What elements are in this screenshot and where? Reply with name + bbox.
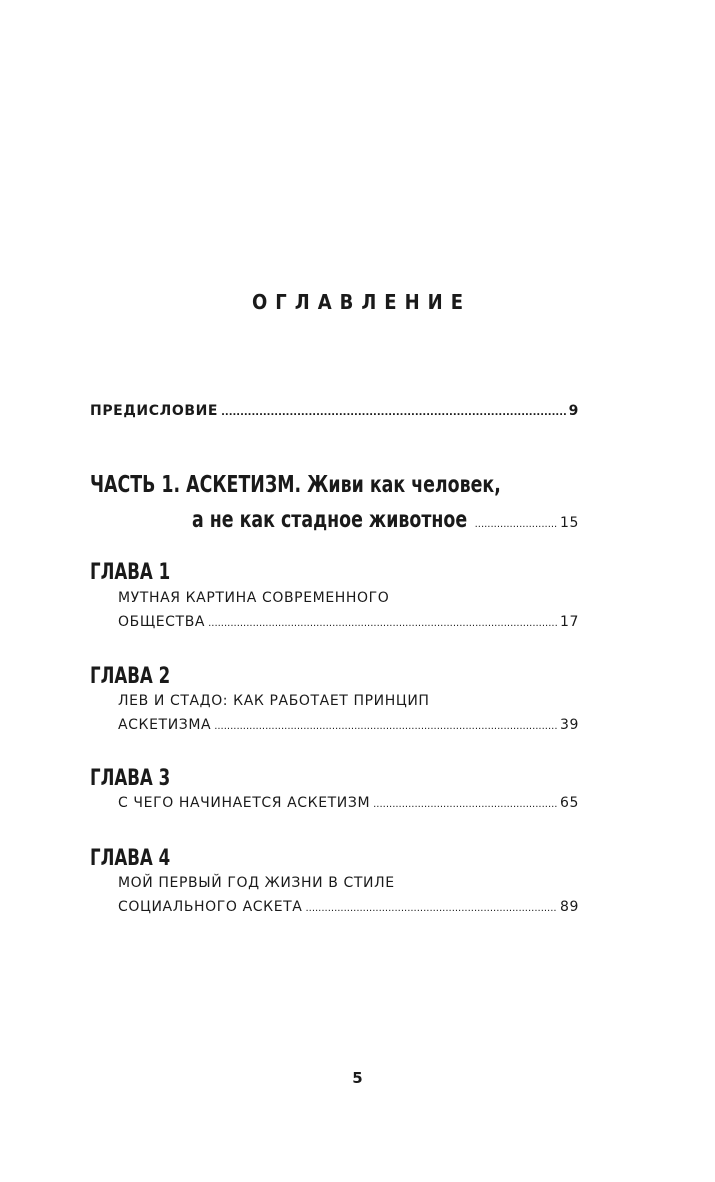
toc-entry-line: МОЙ ПЕРВЫЙ ГОД ЖИЗНИ В СТИЛЕ [118, 875, 395, 891]
page-title: ОГЛАВЛЕНИЕ [252, 290, 471, 314]
toc-entry-last-line [118, 795, 579, 811]
toc-entry-chapter-3[interactable] [118, 795, 579, 811]
dot-leader [475, 519, 557, 530]
dot-leader [221, 407, 566, 418]
part-title-subtitle: а не как стадное животное [192, 507, 468, 533]
part-title-line1[interactable]: ЧАСТЬ 1. АСКЕТИЗМ. Живи как человек, [90, 472, 501, 498]
chapter-label-1: ГЛАВА 1 [90, 560, 171, 585]
toc-entry-preface[interactable] [90, 403, 579, 419]
toc-page-number: 65 [559, 795, 579, 811]
toc-entry-chapter-4[interactable] [118, 875, 579, 915]
toc-entry-title: ПРЕДИСЛОВИЕ [90, 403, 219, 419]
chapter-label-2: ГЛАВА 2 [90, 664, 171, 689]
toc-entry-chapter-1[interactable] [118, 590, 579, 630]
toc-entry-chapter-2[interactable] [118, 693, 579, 733]
toc-entry-line: С ЧЕГО НАЧИНАЕТСЯ АСКЕТИЗМ [118, 795, 371, 811]
dot-leader [373, 799, 557, 810]
toc-page-number: 15 [559, 515, 579, 531]
toc-page-number: 39 [559, 717, 579, 733]
dot-leader [214, 721, 557, 732]
toc-entry-last-line [118, 899, 579, 915]
toc-entry-line: АСКЕТИЗМА [118, 717, 212, 733]
dot-leader [305, 903, 557, 914]
toc-entry-line: ОБЩЕСТВА [118, 614, 206, 630]
toc-entry-last-line [118, 614, 579, 630]
page-number: 5 [352, 1069, 363, 1087]
dot-leader [208, 618, 557, 629]
toc-page-number: 89 [559, 899, 579, 915]
chapter-label-3: ГЛАВА 3 [90, 766, 171, 791]
toc-entry-line: МУТНАЯ КАРТИНА СОВРЕМЕННОГО [118, 590, 390, 606]
toc-entry-line: СОЦИАЛЬНОГО АСКЕТА [118, 899, 303, 915]
chapter-label-4: ГЛАВА 4 [90, 846, 171, 871]
toc-entry-line: ЛЕВ И СТАДО: КАК РАБОТАЕТ ПРИНЦИП [118, 693, 430, 709]
toc-page-number: 9 [568, 403, 579, 419]
toc-entry-last-line [118, 717, 579, 733]
part-title-line2[interactable] [192, 507, 579, 533]
toc-page-number: 17 [559, 614, 579, 630]
